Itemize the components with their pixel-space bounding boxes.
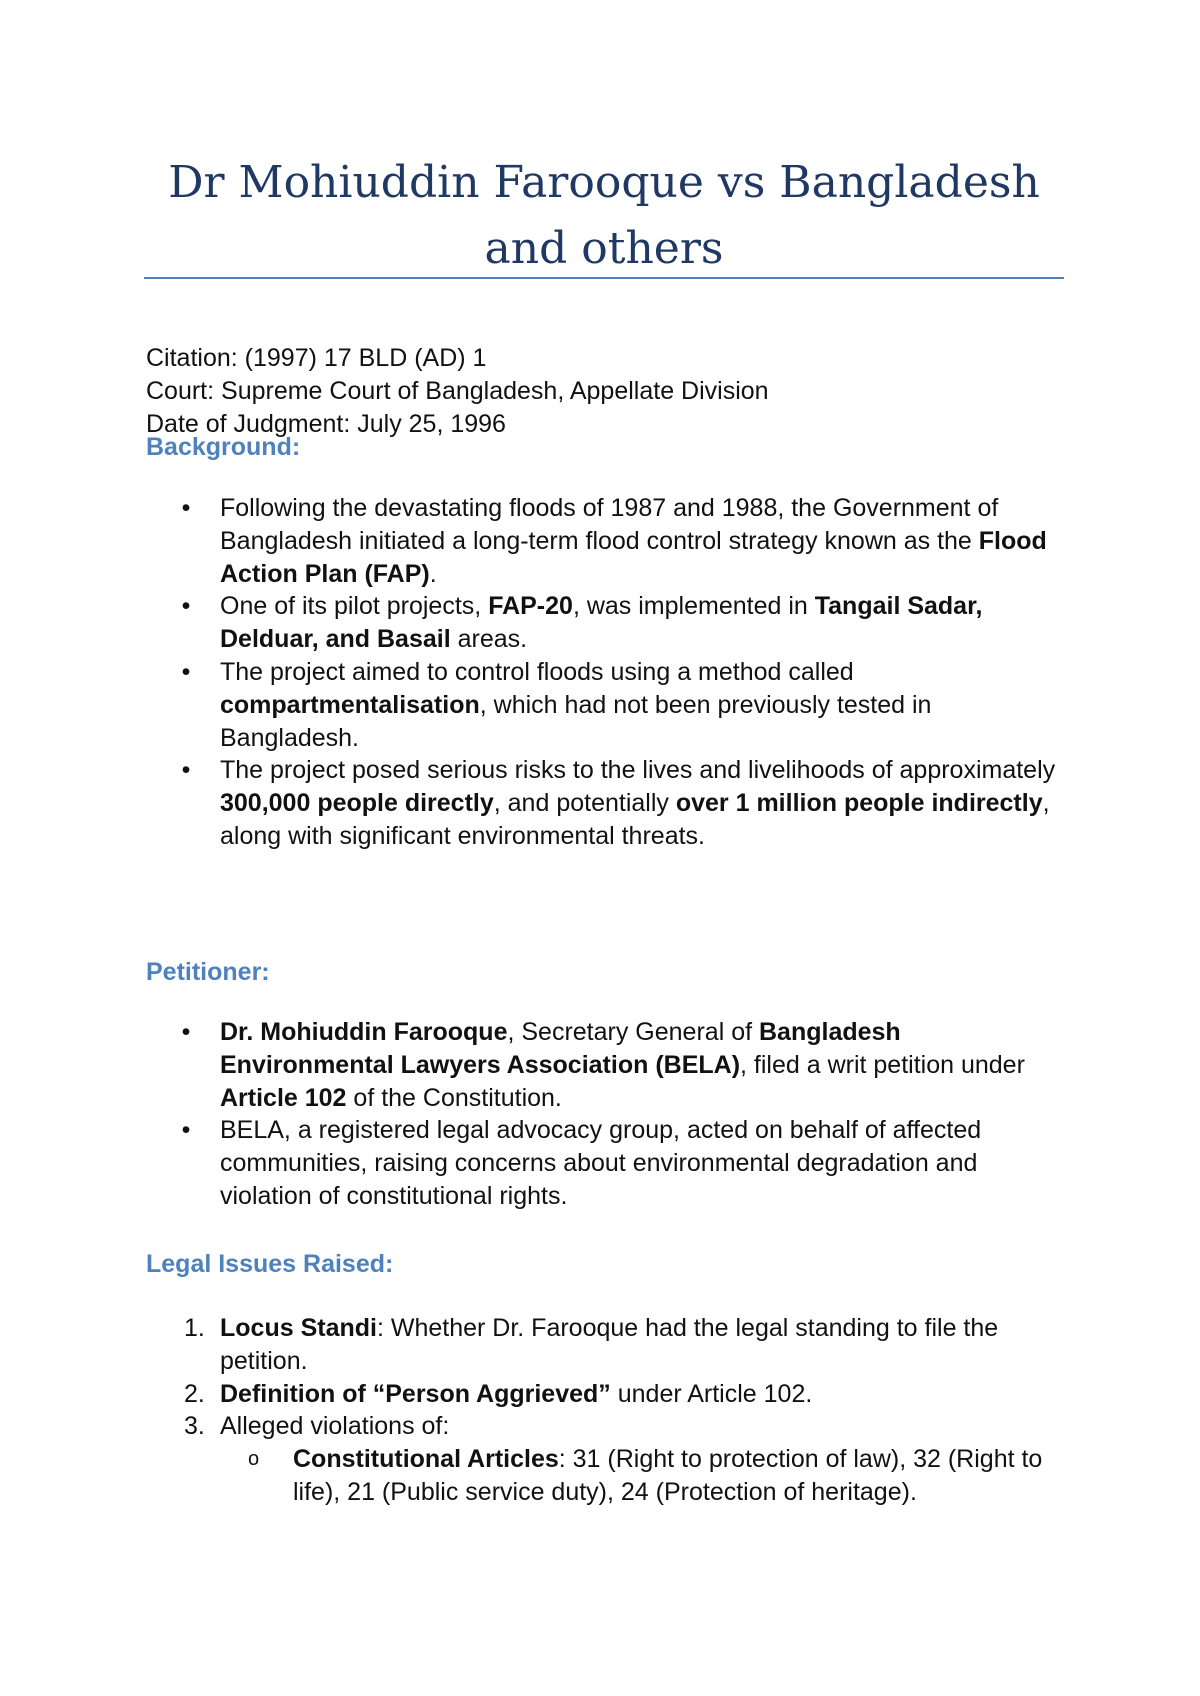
legal-issue-item: 3. Alleged violations of: o Constitutional Articles: 31 (Right to protection of law), 32 (Right to life), 21 (Public service duty), 24 (Protection of heritage).: [146, 1410, 1066, 1508]
background-item: • The project aimed to control floods using a method called compartmentalisation, which had not been previously tested in Bangladesh.: [146, 656, 1066, 754]
petitioner-item: • Dr. Mohiuddin Farooque, Secretary General of Bangladesh Environmental Lawyers Association (BELA), filed a writ petition under Article 102 of the Constitution.: [146, 1016, 1066, 1114]
background-list: [146, 492, 1066, 853]
bullet-marker: •: [181, 1018, 191, 1046]
background-item: • One of its pilot projects, FAP-20, was implemented in Tangail Sadar, Delduar, and Basail areas.: [146, 590, 1066, 656]
background-item: • The project posed serious risks to the lives and livelihoods of approximately 300,000 people directly, and potentially over 1 million people indirectly, along with significant environmental threats.: [146, 754, 1066, 852]
list-number: 2.: [184, 1379, 205, 1408]
list-number: 1.: [184, 1314, 205, 1342]
title-underline-rule: [144, 277, 1064, 279]
court-line: Court: Supreme Court of Bangladesh, Appellate Division: [146, 377, 769, 405]
petitioner-item: • BELA, a registered legal advocacy group, acted on behalf of affected communities, raising concerns about environmental degradation and violation of constitutional rights.: [146, 1114, 1066, 1212]
bullet-marker: •: [181, 592, 191, 621]
judgment-date-line: Date of Judgment: July 25, 1996: [146, 410, 506, 438]
case-metadata: [146, 342, 1066, 441]
bullet-marker: •: [181, 494, 191, 522]
title-line-1: Dr Mohiuddin Farooque vs Bangladesh: [168, 157, 1040, 208]
citation-line: Citation: (1997) 17 BLD (AD) 1: [146, 344, 487, 372]
legal-issues-list: [146, 1312, 1066, 1509]
list-number: 3.: [184, 1412, 205, 1441]
petitioner-heading: Petitioner:: [146, 958, 270, 986]
document-title: [144, 150, 1064, 282]
legal-issues-heading: Legal Issues Raised:: [146, 1250, 394, 1278]
violations-sublist: [220, 1443, 1066, 1509]
petitioner-list: [146, 1016, 1066, 1213]
hollow-circle-marker: o: [248, 1448, 260, 1471]
title-line-2: and others: [484, 223, 724, 274]
legal-issue-item: 2. Definition of “Person Aggrieved” under Article 102.: [146, 1378, 1066, 1411]
background-item: • Following the devastating floods of 1987 and 1988, the Government of Bangladesh initiated a long-term flood control strategy known as the Flood Action Plan (FAP).: [146, 492, 1066, 590]
bullet-marker: •: [181, 1116, 191, 1145]
violation-item: o Constitutional Articles: 31 (Right to protection of law), 32 (Right to life), 21 (Public service duty), 24 (Protection of heritage).: [248, 1445, 1043, 1506]
legal-issue-item: 1. Locus Standi: Whether Dr. Farooque had the legal standing to file the petition.: [184, 1314, 999, 1375]
background-heading: Background:: [146, 433, 301, 461]
bullet-marker: •: [181, 657, 191, 686]
bullet-marker: •: [181, 756, 191, 785]
